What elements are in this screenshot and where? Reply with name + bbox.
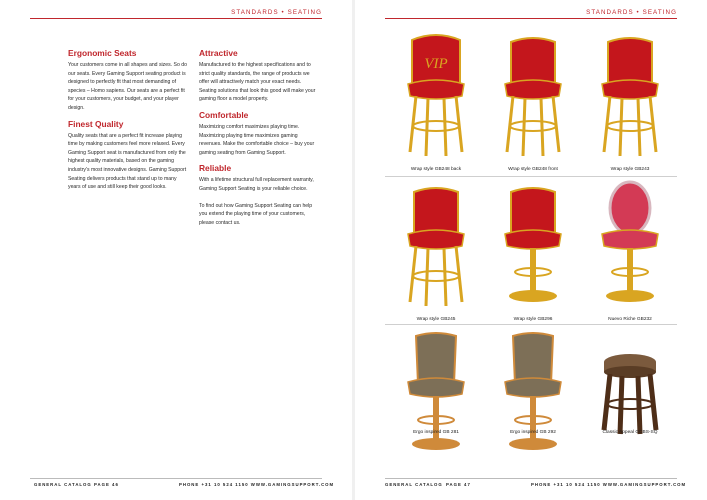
paragraph-finest-quality: Quality seats that are a perfect fit increase playing time by making customers feel more relaxed. Every Gaming Support seat is manufactured from only the highest quality materials, based on the gaming industry's most innovative designs. Gaming Support Seating delivers products that stand up to many years of use and still keep their good looks. xyxy=(68,132,187,191)
heading-attractive: Attractive xyxy=(199,48,238,58)
footer-contact-left: PHONE +31 10 524 1150 WWW.GAMINGSUPPORT.COM xyxy=(179,482,335,487)
footer-rule-right xyxy=(385,478,677,479)
stool-photo xyxy=(582,28,678,158)
product-caption: Ergo inspired GB 281 xyxy=(413,430,459,435)
paragraph-reliable: With a lifetime structural full replacement warranty, Gaming Support Seating is your reliable choice. xyxy=(199,177,314,192)
text-column-right xyxy=(199,48,319,233)
product-caption: Nuevo Riche GB232 xyxy=(608,317,652,322)
paragraph-contact: To find out how Gaming Support Seating can help you extend the playing time of your customers, please contact us. xyxy=(199,202,313,226)
header-rule-left xyxy=(30,18,322,19)
text-column-left xyxy=(68,48,188,198)
stool-photo xyxy=(485,28,581,158)
product-caption: Wrap style GB243 xyxy=(610,167,650,172)
heading-comfortable: Comfortable xyxy=(199,109,249,120)
header-rule-right xyxy=(385,18,677,19)
vip-logo-text: VIP xyxy=(424,56,448,72)
product-card xyxy=(388,28,484,200)
product-caption: Wrap style GB248 back xyxy=(410,167,462,172)
stool-photo xyxy=(485,326,581,456)
footer-catalog-left: GENERAL CATALOG xyxy=(34,482,92,487)
product-card xyxy=(582,326,678,498)
stool-photo xyxy=(582,178,678,308)
paragraph-ergonomic-seats: Your customers come in all shapes and sizes. So do our seats. Every Gaming Support seating product is designed to perfectly fit that most demanding of species – Homo sapiens. Our seats are a perfect fit for your customers, your budget, and your player design. xyxy=(68,62,187,111)
footer-rule-left xyxy=(30,478,322,479)
product-card xyxy=(388,326,484,498)
right-page xyxy=(355,0,707,500)
heading-reliable: Reliable xyxy=(199,163,232,174)
stool-photo xyxy=(485,178,581,308)
left-page xyxy=(0,0,352,500)
stool-photo xyxy=(582,326,678,456)
stool-photo xyxy=(388,326,484,456)
product-caption: Wrap style GB296 xyxy=(513,317,553,322)
footer-page-right: PAGE 47 xyxy=(446,482,471,487)
stool-photo xyxy=(388,28,484,158)
section-header-right: STANDARDS • SEATING xyxy=(586,9,677,16)
footer-page-left: PAGE 46 xyxy=(94,482,119,487)
heading-ergonomic-seats: Ergonomic Seats xyxy=(68,48,137,58)
section-header-left: STANDARDS • SEATING xyxy=(231,9,322,16)
footer-contact-right: PHONE +31 10 524 1150 WWW.GAMINGSUPPORT.COM xyxy=(531,482,687,487)
product-card xyxy=(388,178,484,350)
product-card xyxy=(485,326,581,498)
product-card xyxy=(485,178,581,350)
product-caption: Wrap style GB245 xyxy=(416,317,456,322)
stool-photo xyxy=(388,178,484,308)
heading-finest-quality: Finest Quality xyxy=(68,118,124,129)
paragraph-comfortable: Maximizing comfort maximizes playing time. Maximizing playing time maximizes gaming revenues. Make the comfortable choice – buy your gaming seating from Gaming Support. xyxy=(199,123,315,156)
product-card xyxy=(582,28,678,200)
product-caption: Wrap style GB248 front xyxy=(508,167,558,172)
footer-catalog-right: GENERAL CATALOG xyxy=(385,482,443,487)
paragraph-attractive: Manufactured to the highest specifications and to strict quality standards, the range of products we offer will attractively match your exact needs. Seating solutions that look this good will make your gaming floor a model property. xyxy=(199,62,316,103)
product-caption: Ergo inspired GB 292 xyxy=(510,430,556,435)
product-card xyxy=(582,178,678,350)
product-card xyxy=(485,28,581,200)
product-caption: Classic Appeal GCBS-SQ xyxy=(602,430,658,435)
